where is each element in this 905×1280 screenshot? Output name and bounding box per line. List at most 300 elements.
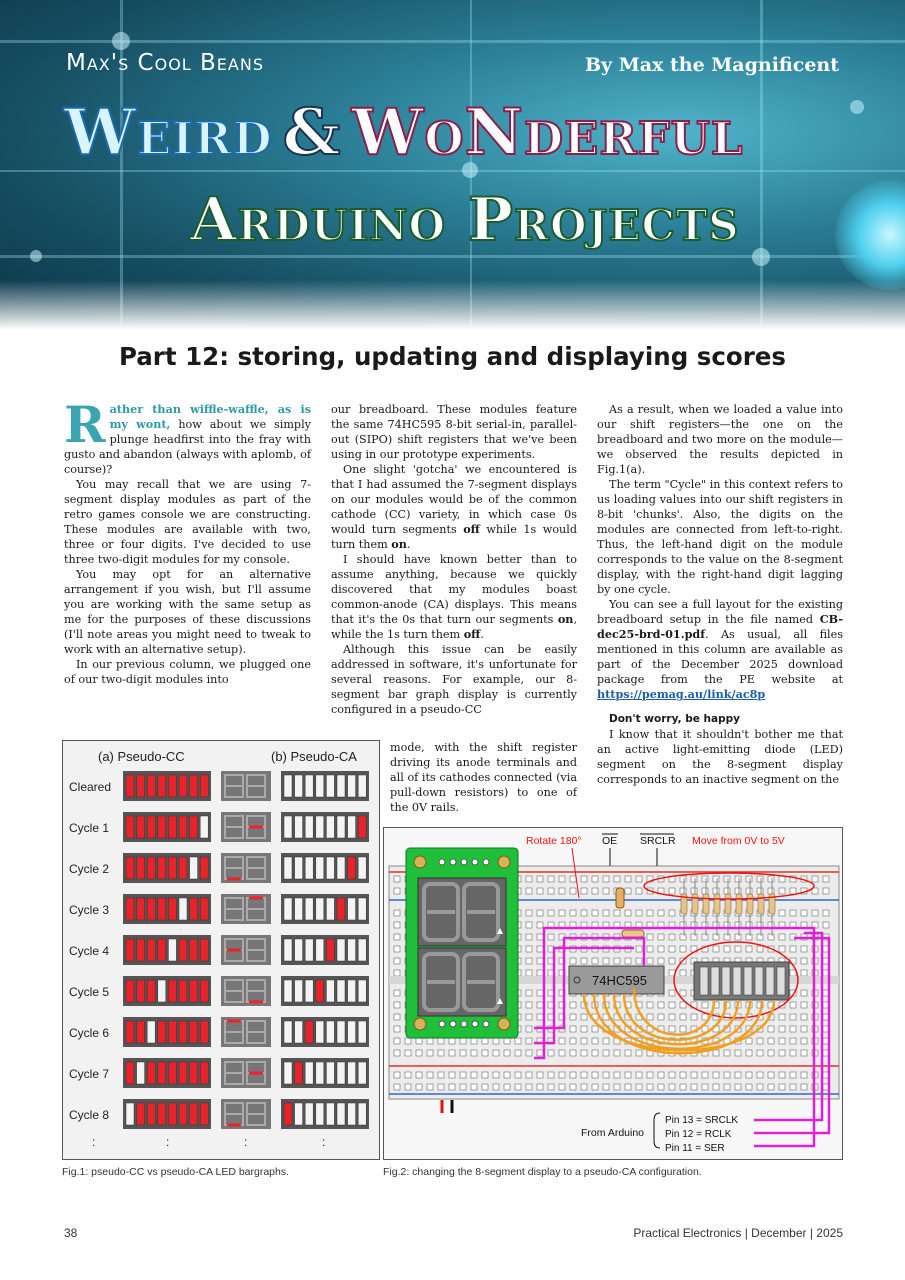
led-segment [305,898,313,920]
hole [790,1050,796,1056]
hole [702,1084,708,1090]
led-segment [158,939,166,961]
download-link[interactable]: https://pemag.au/link/ac8p [597,687,766,701]
hole [482,1050,488,1056]
hole [493,1072,499,1078]
hole [746,1038,752,1044]
hole [724,1072,730,1078]
hole [515,1050,521,1056]
hole [779,876,785,882]
led-segment [348,1062,356,1084]
hole [581,958,587,964]
led-segment [158,1021,166,1043]
lead-paragraph: Rather than wiffle-waffle, as is my wont, how about we simply plunge headfirst into the fray with gusto and abandon (always with aplomb, of course)? [64,395,311,476]
hole [779,1026,785,1032]
hole [713,1072,719,1078]
hole [614,1050,620,1056]
hole [823,910,829,916]
led-segment [126,898,134,920]
led-segment [337,775,345,797]
hole [526,1084,532,1090]
hole [603,888,609,894]
hole [581,910,587,916]
header-pin [439,1021,445,1027]
hole [735,888,741,894]
hole [603,958,609,964]
hole [570,910,576,916]
header-banner [0,0,905,330]
title-weird: Weird [64,95,273,170]
hole [394,1072,400,1078]
hole [801,1072,807,1078]
led-segment [158,898,166,920]
paragraph: our breadboard. These modules feature the same 74HC595 8-bit serial-in, parallel-out (SIPO) shift registers that we've been using in our prototype experiments. [331,403,577,461]
hole [702,1014,708,1020]
hole [746,934,752,940]
hole [438,1072,444,1078]
led-segment [358,816,366,838]
hole [537,922,543,928]
led-segment [147,1062,155,1084]
paragraph: I should have known better than to assume anything, because we quickly discovered that my modules boast common-anode (CA) displays. This means that it's the 0s that turn our segments on, while the 1s turn them off. [331,553,577,641]
hole [603,1072,609,1078]
hole [394,922,400,928]
hole [493,1050,499,1056]
hole [471,1038,477,1044]
led-segment [295,857,303,879]
hole [768,1084,774,1090]
paragraph: The term "Cycle" in this context refers to us loading values into our shift registers in 8-bit 'chunks'. Also, the digits on the modules are connected from left-to-right. Thus, the left-hand digit on the module corresponds to the value on the 8-segment display, with the right-hand digit lagging by one cycle. [597,478,843,596]
hole [680,876,686,882]
hole [592,1026,598,1032]
hole [592,958,598,964]
led-segment [168,898,176,920]
hole [658,934,664,940]
hole [757,946,763,952]
hole [526,1072,532,1078]
hole [427,1038,433,1044]
led-segment [200,857,208,879]
hole [757,1072,763,1078]
hole [592,1084,598,1090]
led-segment [200,898,208,920]
hole [581,1072,587,1078]
hole [449,1084,455,1090]
led-segment [158,857,166,879]
section-subhead: Don't worry, be happy [609,713,740,725]
hole [405,1072,411,1078]
led-segment [190,816,198,838]
hole [801,990,807,996]
hole [691,934,697,940]
hole [647,1084,653,1090]
drop-cap: R [64,395,106,454]
led-segment [147,939,155,961]
hole [746,888,752,894]
led-segment [190,1021,198,1043]
hole [537,946,543,952]
cycle-label: Cycle 4 [69,944,110,958]
led-segment [137,816,145,838]
led-segment [348,775,356,797]
title-wonderful: WoNderful [351,95,744,170]
led-segment [126,775,134,797]
hole [570,958,576,964]
hole [548,934,554,940]
hole [757,1050,763,1056]
resistor [725,894,731,914]
hole [713,876,719,882]
led-segment [126,939,134,961]
hole [680,970,686,976]
hole [801,946,807,952]
figure-1-caption: Fig.1: pseudo-CC vs pseudo-CA LED bargraphs. [62,1166,290,1178]
hole [416,1038,422,1044]
hole [812,910,818,916]
cycle-label: Cycle 6 [69,1026,110,1040]
hole [416,1084,422,1090]
led-segment [305,939,313,961]
hole [713,1084,719,1090]
led-segment [179,980,187,1002]
hole [790,888,796,894]
led-segment [295,1062,303,1084]
hole [548,1072,554,1078]
author-byline: By Max the Magnificent [584,54,839,76]
hole [603,1050,609,1056]
title-ampersand: & [282,95,342,170]
led-segment [200,939,208,961]
led-segment [179,1062,187,1084]
bargraph-segment [733,967,741,995]
hole [801,1084,807,1090]
led-segment [179,939,187,961]
hole [801,970,807,976]
led-segment [147,898,155,920]
hole [394,1038,400,1044]
led-segment [137,775,145,797]
hole [658,1072,664,1078]
led-segment [326,1062,334,1084]
hole [394,934,400,940]
hole [394,1050,400,1056]
header-pin [461,1021,467,1027]
led-segment [190,939,198,961]
pin13-label: Pin 13 = SRCLK [665,1115,739,1126]
led-segment [168,816,176,838]
led-segment [147,980,155,1002]
hole [724,1050,730,1056]
led-segment [348,980,356,1002]
hole [394,1026,400,1032]
hole [713,1050,719,1056]
led-segment [305,1103,313,1125]
hole [526,910,532,916]
page-number: 38 [64,1226,78,1240]
hole [801,1050,807,1056]
led-segment [147,816,155,838]
hole [669,888,675,894]
led-segment [200,1103,208,1125]
led-segment [326,939,334,961]
led-segment [358,1062,366,1084]
hole [493,1038,499,1044]
hole [658,946,664,952]
hole [757,1038,763,1044]
mounting-hole [498,1018,510,1030]
resistor [736,894,742,914]
hole [713,934,719,940]
hole [801,958,807,964]
hole [746,1072,752,1078]
led-segment [337,1062,345,1084]
hole [471,1084,477,1090]
hole [460,1072,466,1078]
hole [526,888,532,894]
hole [438,1050,444,1056]
cycle-label: Cycle 3 [69,903,110,917]
hole [515,1072,521,1078]
led-segment [126,816,134,838]
led-segment [316,1103,324,1125]
article-title-line1 [64,95,744,170]
hole [658,1002,664,1008]
hole [394,888,400,894]
hole [537,1050,543,1056]
led-segment [358,980,366,1002]
hole [526,990,532,996]
hole [691,888,697,894]
hole [669,990,675,996]
hole [526,922,532,928]
figure-2 [383,827,843,1160]
hole [680,1002,686,1008]
hole [592,1072,598,1078]
hole [614,876,620,882]
hole [768,1072,774,1078]
hole [647,1072,653,1078]
hole [537,876,543,882]
led-segment [158,816,166,838]
hole [471,1072,477,1078]
hole [768,888,774,894]
fig1-ellipsis: : [244,1135,248,1149]
hole [537,1084,543,1090]
hole [658,1014,664,1020]
bargraph-segment [700,967,708,995]
hole [482,1072,488,1078]
cycle-label: Cycle 7 [69,1067,110,1081]
hole [724,888,730,894]
led-segment [358,939,366,961]
led-segment [348,816,356,838]
paragraph: In our previous column, we plugged one of our two-digit modules into [64,658,311,686]
paragraph: You may opt for an alternative arrangement if you wish, but I'll assume you are working with the same setup as me for the purposes of these discussions (I'll note areas you might need to tweak to work with an alternative setup). [64,568,311,656]
hole [702,888,708,894]
hole [405,1084,411,1090]
hole [570,1038,576,1044]
cycle-label: Cleared [69,780,112,794]
hole [427,1072,433,1078]
header-pin [483,859,489,865]
hole [438,1084,444,1090]
hole [636,888,642,894]
hole [537,1072,543,1078]
hole [680,934,686,940]
led-segment [284,939,292,961]
led-segment [316,816,324,838]
hole [735,946,741,952]
hole [757,1084,763,1090]
hole [801,1014,807,1020]
paragraph: You can see a full layout for the existing breadboard setup in the file named CB-dec25-brd-01.pdf. As usual, all files mentioned in this column are available as part of the December 2025 download package from the PE website at https://pemag.au/link/ac8p [597,598,843,701]
led-segment [337,1021,345,1043]
hole [790,946,796,952]
hole [779,1014,785,1020]
hole [592,910,598,916]
hole [724,876,730,882]
hole [790,1002,796,1008]
hole [625,958,631,964]
led-segment [158,1062,166,1084]
led-segment [295,1021,303,1043]
hole [823,922,829,928]
led-segment [337,1103,345,1125]
hole [416,1072,422,1078]
hole [482,1038,488,1044]
cycle-label: Cycle 8 [69,1108,110,1122]
led-segment [126,980,134,1002]
hole [526,934,532,940]
hole [724,1084,730,1090]
brace [654,1113,660,1148]
hole [504,1072,510,1078]
led-segment [137,939,145,961]
hole [548,1050,554,1056]
hole [603,1084,609,1090]
capacitor [616,888,624,908]
paragraph: One slight 'gotcha' we encountered is that I had assumed the 7-segment displays on our modules would be of the common cathode (CC) variety, in which case 0s would turn segments off while 1s would turn them on. [331,463,577,551]
hole [570,1084,576,1090]
hole [460,1050,466,1056]
hole [823,876,829,882]
led-segment [126,1103,134,1125]
bargraph-segment [777,967,785,995]
hole [669,946,675,952]
hole [559,1084,565,1090]
led-segment [190,898,198,920]
hole [636,946,642,952]
led-segment [200,980,208,1002]
hole [625,876,631,882]
hole [790,1026,796,1032]
hole [581,1050,587,1056]
led-segment [316,898,324,920]
hole [768,1050,774,1056]
hole [746,1084,752,1090]
led-segment [179,857,187,879]
hole [548,1084,554,1090]
header-pin [450,1021,456,1027]
led-segment [337,857,345,879]
led-segment [200,1021,208,1043]
led-segment [168,1062,176,1084]
fig1-ellipsis: : [322,1135,326,1149]
hole [801,1002,807,1008]
hole [504,1084,510,1090]
hole [801,1026,807,1032]
led-segment [190,857,198,879]
led-segment [190,775,198,797]
hole [416,1050,422,1056]
hole [790,910,796,916]
led-segment [284,1103,292,1125]
hole [757,888,763,894]
led-segment [137,1103,145,1125]
paragraph: You may recall that we are using 7-segment display modules as part of the retro games console we are constructing. These modules are available with two, three or four digits. I've decided to use three two-digit modules for my console. [64,478,311,566]
hole [548,876,554,882]
header-pin [461,859,467,865]
hole [504,1050,510,1056]
header-pin [472,1021,478,1027]
led-segment [326,1021,334,1043]
led-segment [284,1021,292,1043]
hole [526,1002,532,1008]
led-segment [337,980,345,1002]
hole [746,946,752,952]
led-segment [326,1103,334,1125]
hole [768,934,774,940]
hole [680,990,686,996]
led-segment [190,1103,198,1125]
hole [669,1014,675,1020]
hole [823,888,829,894]
hole [691,1084,697,1090]
led-segment [284,1062,292,1084]
paragraph: As a result, when we loaded a value into our shift registers—the one on the breadboard and two more on the module—we observed the results depicted in Fig.1(a). [597,403,843,476]
hole [603,876,609,882]
hole [581,1084,587,1090]
led-segment [284,980,292,1002]
hole [537,888,543,894]
led-segment [305,980,313,1002]
hole [790,1084,796,1090]
hole [559,1038,565,1044]
hole [515,1038,521,1044]
hole [779,946,785,952]
header-pin [450,859,456,865]
hole [394,1002,400,1008]
hole [526,946,532,952]
column-1 [64,395,311,687]
hole [614,1072,620,1078]
hole [779,910,785,916]
hole [768,876,774,882]
led-segment [358,898,366,920]
hole [493,1084,499,1090]
led-segment [305,857,313,879]
bargraph-segment [711,967,719,995]
resistor [714,894,720,914]
hole [438,1038,444,1044]
hole [548,888,554,894]
led-segment [337,898,345,920]
figure-1-diagram [63,741,381,1161]
hole [680,1072,686,1078]
hole [526,1050,532,1056]
hole [614,1084,620,1090]
hole [746,876,752,882]
